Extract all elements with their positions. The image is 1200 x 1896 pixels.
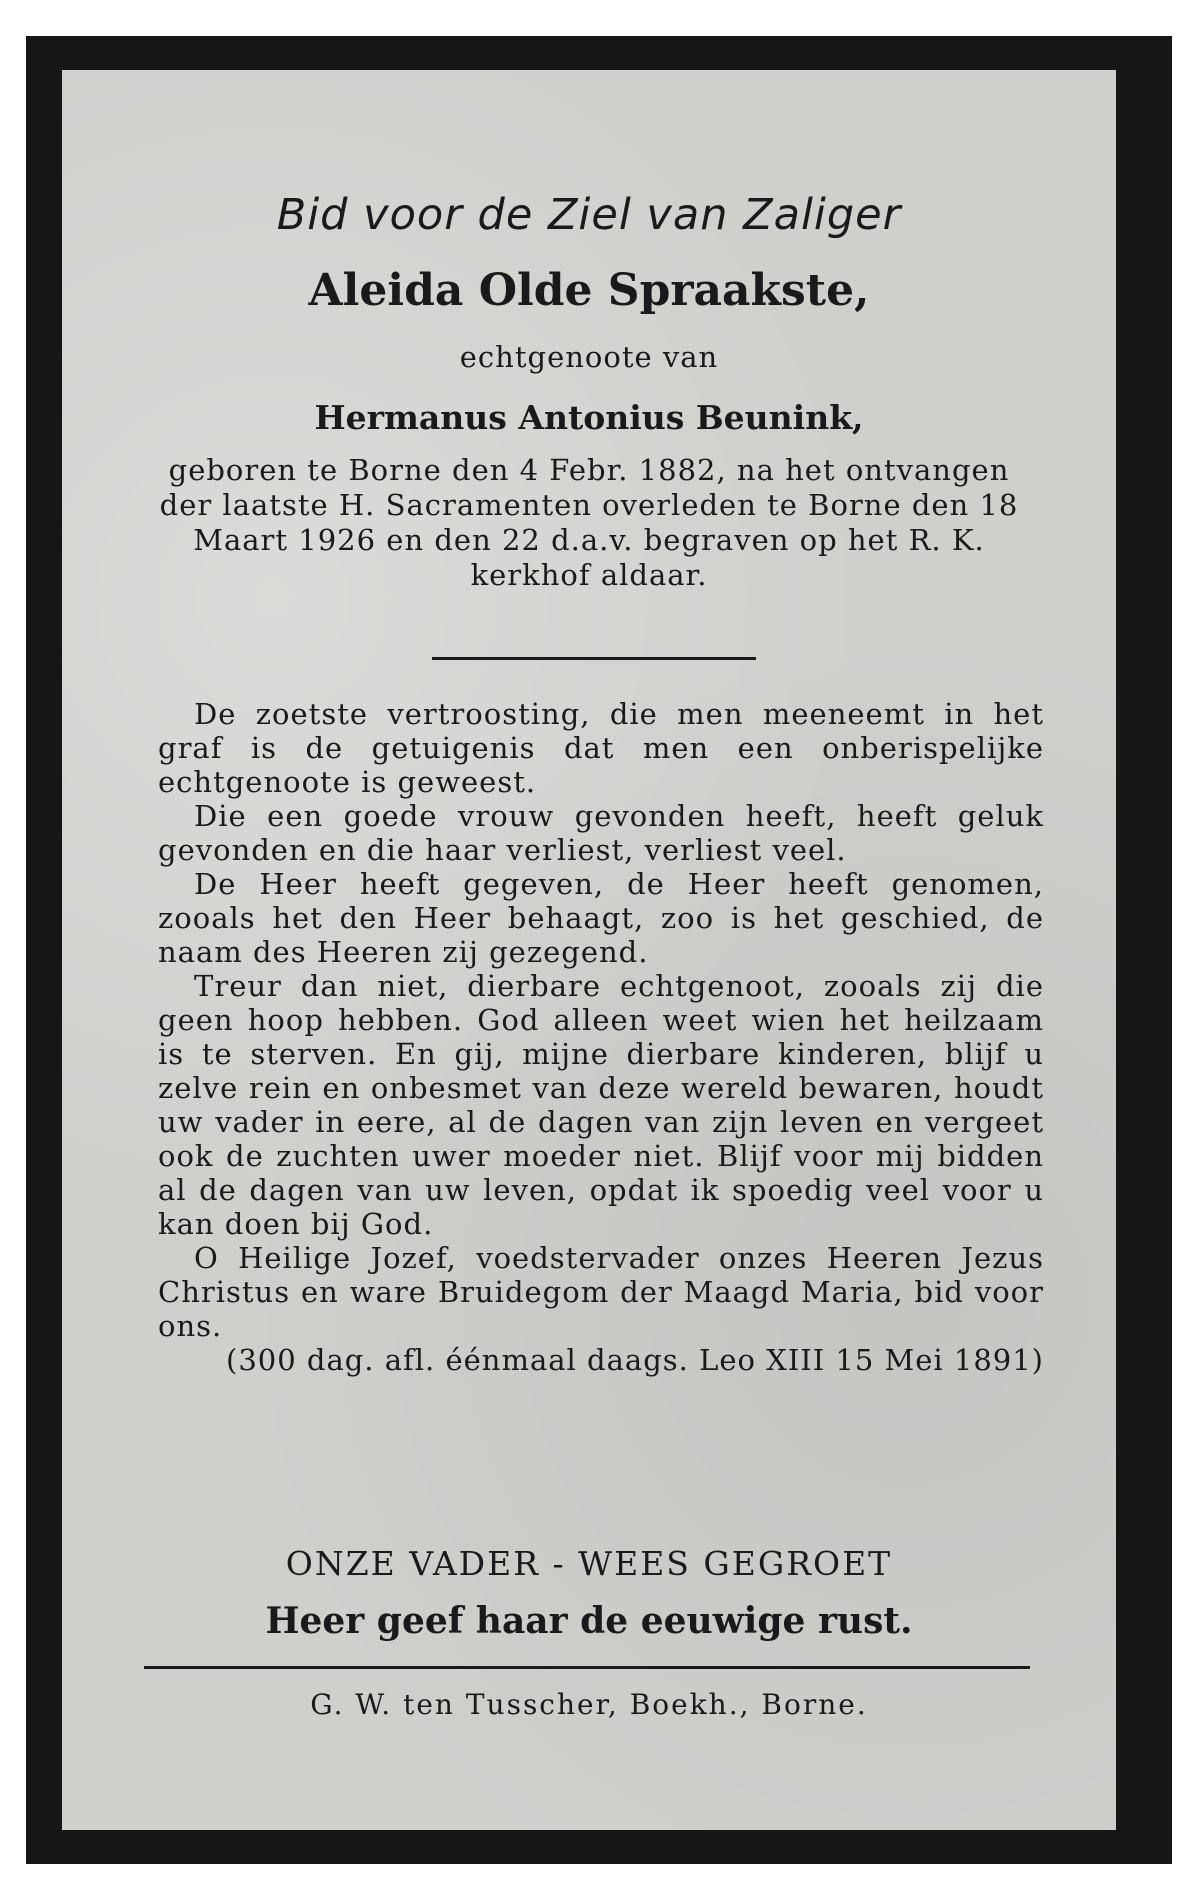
- memorial-card: [62, 70, 1116, 1830]
- paragraph: De zoetste vertroosting, die men meeneemt in het graf is de getuigenis dat men een onberispelijke echtgenoote is geweest.: [158, 697, 1044, 799]
- paragraph: De Heer heeft gegeven, de Heer heeft genomen, zooals het den Heer behaagt, zoo is het geschied, de naam des Heeren zij gezegend.: [158, 867, 1044, 969]
- printer-credit: G. W. ten Tusscher, Boekh., Borne.: [310, 1688, 868, 1721]
- paragraph: Treur dan niet, dierbare echtgenoot, zooals zij die geen hoop hebben. God alleen weet wien het heilzaam is te sterven. En gij, mijne dierbare kinderen, blijf u zelve rein en onbesmet van deze wereld bewaren, houdt uw vader in eere, al de dagen van zijn leven en vergeet ook de zuchten uwer moeder niet. Blijf voor mij bidden al de dagen van uw leven, opdat ik spoedig veel voor u kan doen bij God.: [158, 969, 1044, 1241]
- memorial-card-frame: [26, 36, 1172, 1864]
- indulgence-note: (300 dag. afl. éénmaal daags. Leo XIII 15 Mei 1891): [226, 1343, 1044, 1377]
- deceased-name: Aleida Olde Spraakste,: [308, 265, 870, 316]
- prayer-line-2: Heer geef haar de eeuwige rust.: [265, 1600, 913, 1642]
- invocation-heading: Bid voor de Ziel van Zaliger: [276, 190, 902, 240]
- relation-text: echtgenoote van: [459, 340, 719, 374]
- consolation-text: [158, 697, 1044, 1377]
- biography-text: geboren te Borne den 4 Febr. 1882, na het ontvangen der laatste H. Sacramenten overleden te Borne den 18 Maart 1926 en den 22 d.a.v. begraven op het R. K. kerkhof aldaar.: [159, 453, 1019, 592]
- paragraph: Die een goede vrouw gevonden heeft, heeft geluk gevonden en die haar verliest, verliest veel.: [158, 799, 1044, 867]
- prayer-line-1: ONZE VADER - WEES GEGROET: [285, 1544, 893, 1583]
- divider-long: [144, 1666, 1030, 1669]
- paragraph: O Heilige Jozef, voedstervader onzes Heeren Jezus Christus en ware Bruidegom der Maagd Maria, bid voor ons.: [158, 1241, 1044, 1343]
- divider-short: [432, 657, 756, 660]
- spouse-name: Hermanus Antonius Beunink,: [314, 398, 864, 437]
